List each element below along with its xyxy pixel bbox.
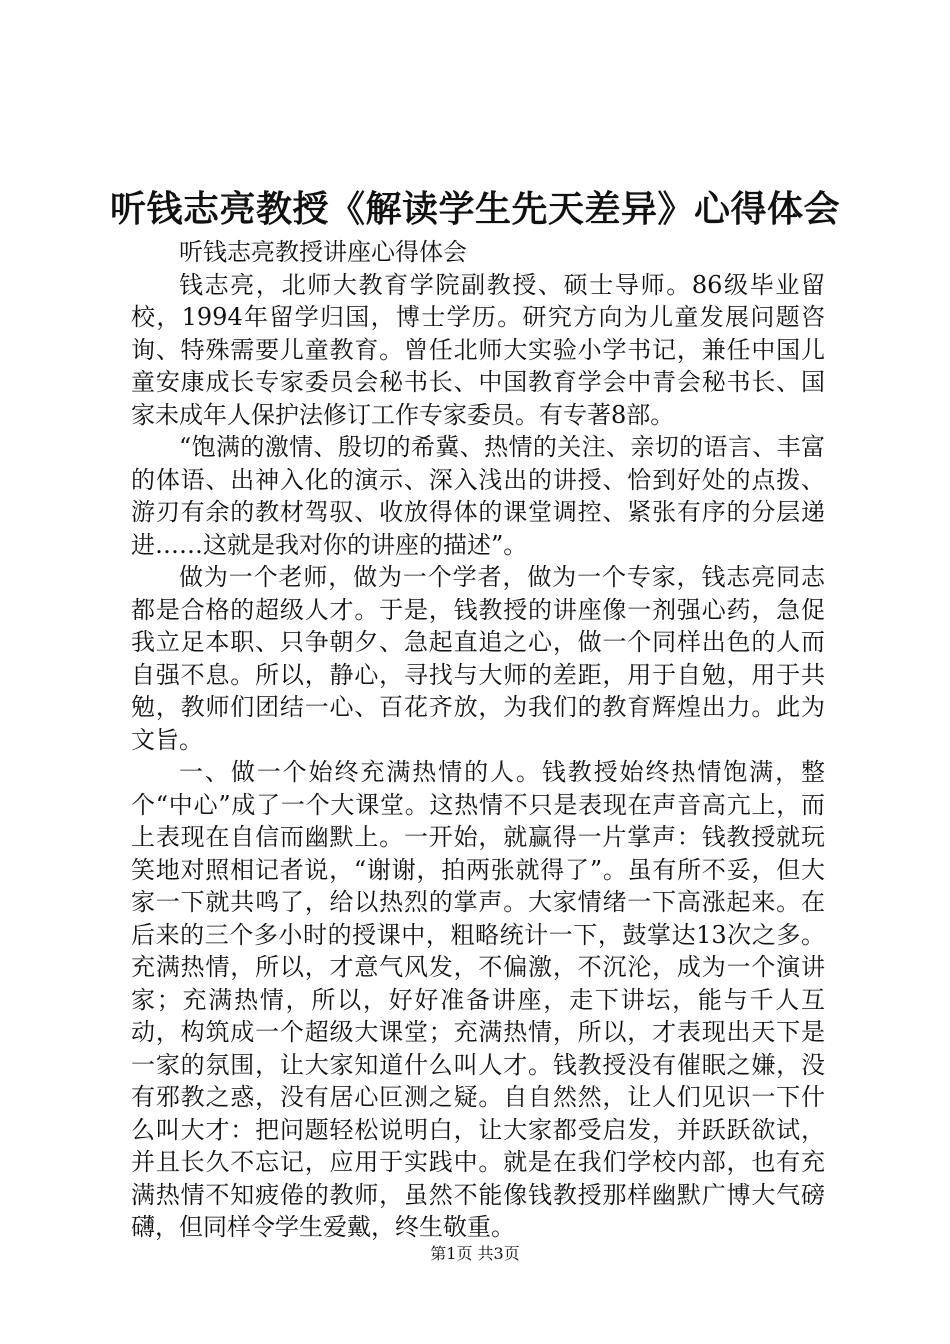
document-body [131, 236, 825, 1244]
paragraph-bio: 钱志亮，北师大教育学院副教授、硕士导师。86级毕业留校，1994年留学归国，博士学历。研究方向为儿童发展问题咨询、特殊需要儿童教育。曾任北师大实验小学书记，兼任中国儿童安康成长专家委员会秘书长、中国教育学会中青会秘书长、国家未成年人保护法修订工作专家委员。有专著8部。 [131, 270, 825, 429]
document-title: 听钱志亮教授《解读学生先天差异》心得体会 [109, 189, 840, 230]
page-footer [0, 1244, 950, 1264]
paragraph-purpose: 做为一个老师，做为一个学者，做为一个专家，钱志亮同志都是合格的超级人才。于是，钱教授的讲座像一剂强心药，急促我立足本职、只争朝夕、急起直追之心，做一个同样出色的人而自强不息。所以，静心，寻找与大师的差距，用于自勉，用于共勉，教师们团结一心、百花齐放，为我们的教育辉煌出力。此为文旨。 [131, 563, 825, 754]
paragraph-section-one: 一、做一个始终充满热情的人。钱教授始终热情饱满，整个“中心”成了一个大课堂。这热情不只是表现在声音高亢上，而上表现在自信而幽默上。一开始，就赢得一片掌声：钱教授就玩笑地对照相记者说，“谢谢，拍两张就得了”。虽有所不妥，但大家一下就共鸣了，给以热烈的掌声。大家情绪一下高涨起来。在后来的三个多小时的授课中，粗略统计一下，鼓掌达13次之多。充满热情，所以，才意气风发，不偏激，不沉沦，成为一个演讲家；充满热情，所以，好好准备讲座，走下讲坛，能与千人互动，构筑成一个超级大课堂；充满热情，所以，才表现出天下是一家的氛围，让大家知道什么叫人才。钱教授没有催眠之嫌，没有邪教之惑，没有居心叵测之疑。自自然然，让人们见识一下什么叫大才：把问题轻松说明白，让大家都受启发，并跃跃欲试，并且长久不忘记，应用于实践中。就是在我们学校内部，也有充满热情不知疲倦的教师，虽然不能像钱教授那样幽默广博大气磅礴，但同样令学生爱戴，终生敬重。 [131, 758, 825, 1241]
page-total: 共3页 [477, 1244, 520, 1263]
page-number: 第1页 [430, 1244, 473, 1263]
paragraph-subtitle: 听钱志亮教授讲座心得体会 [179, 238, 467, 266]
paragraph-quote: “饱满的激情、殷切的希冀、热情的关注、亲切的语言、丰富的体语、出神入化的演示、深入浅出的讲授、恰到好处的点拨、游刃有余的教材驾驭、收放得体的课堂调控、紧张有序的分层递进……这就是我对你的讲座的描述”。 [131, 433, 825, 559]
